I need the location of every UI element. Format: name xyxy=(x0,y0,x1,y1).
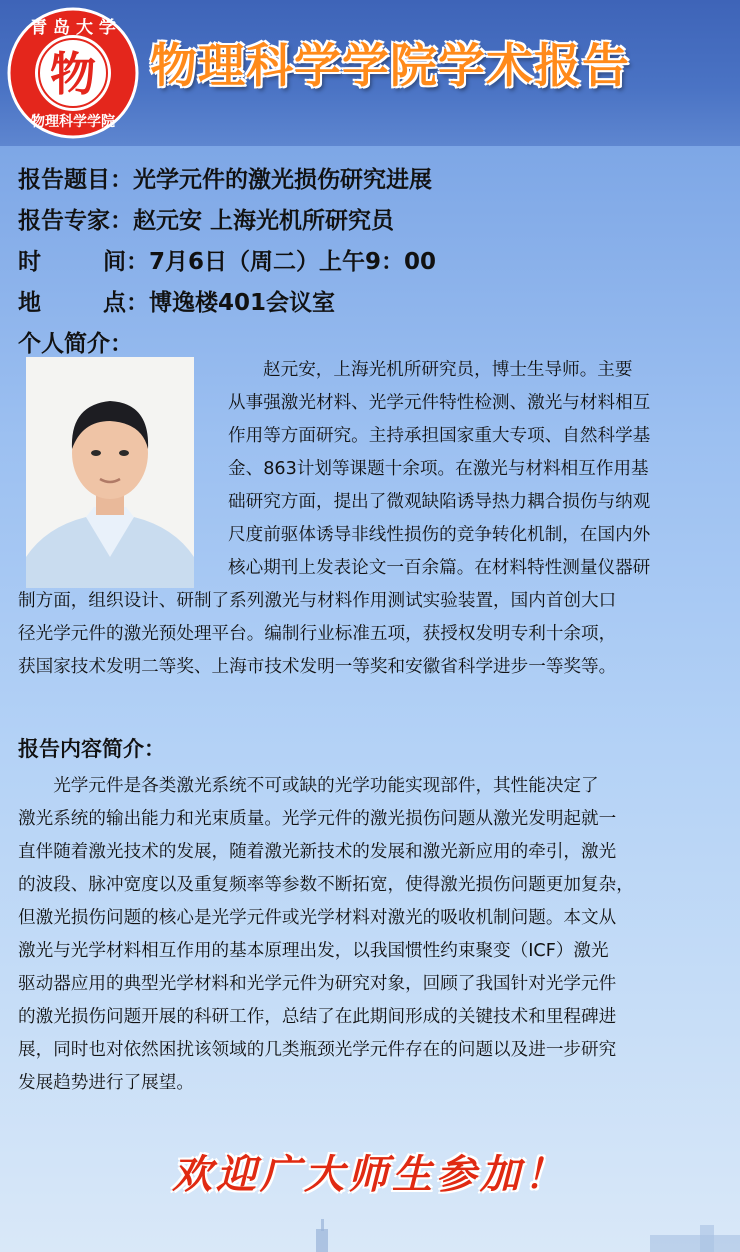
university-logo xyxy=(6,6,140,140)
svg-text:物理科学学院: 物理科学学院 xyxy=(31,114,115,130)
bio-line: 尺度前驱体诱导非线性损伤的竞争转化机制，在国内外 xyxy=(228,525,651,545)
bio-line: 础研究方面，提出了微观缺陷诱导热力耦合损伤与纳观 xyxy=(228,492,651,512)
report-info xyxy=(18,160,728,365)
bio-line: 制方面，组织设计、研制了系列激光与材料作用测试实验装置，国内首创大口 xyxy=(18,591,617,611)
bio-line: 金、863计划等课题十余项。在激光与材料相互作用基 xyxy=(228,459,649,479)
topic-label: 报告题目 xyxy=(18,167,110,193)
bio-line: 作用等方面研究。主持承担国家重大专项、自然科学基 xyxy=(228,426,651,446)
speaker-portrait-icon xyxy=(26,357,194,588)
content-heading: 报告内容简介： xyxy=(18,737,165,761)
topic-row xyxy=(18,160,728,201)
time-row xyxy=(18,242,728,283)
topic-value: 光学元件的激光损伤研究进展 xyxy=(133,167,432,193)
content-line: 的激光损伤问题开展的科研工作，总结了在此期间形成的关键技术和里程碑进 xyxy=(18,1007,617,1027)
bio-line: 赵元安，上海光机所研究员，博士生导师。主要 xyxy=(263,360,633,380)
bio-line: 从事强激光材料、光学元件特性检测、激光与材料相互 xyxy=(228,393,651,413)
speaker-row xyxy=(18,201,728,242)
separator: ： xyxy=(110,167,133,193)
speaker-photo xyxy=(26,357,194,588)
page-title: 物理科学学院学术报告 xyxy=(150,39,630,94)
header-banner xyxy=(0,0,740,146)
skyline-decoration xyxy=(0,1195,740,1252)
bio-line: 获国家技术发明二等奖、上海市技术发明一等奖和安徽省科学进步一等奖等。 xyxy=(18,657,617,677)
separator: ： xyxy=(110,208,133,234)
svg-text:青 岛 大 学: 青 岛 大 学 xyxy=(30,18,116,38)
content-summary xyxy=(18,770,734,1100)
bio-line: 核心期刊上发表论文一百余篇。在材料特性测量仪器研 xyxy=(228,558,651,578)
welcome-slogan: 欢迎广大师生参加！ xyxy=(172,1151,568,1198)
speaker-value: 赵元安 上海光机所研究员 xyxy=(133,208,395,234)
bio-heading: 个人简介： xyxy=(18,331,133,357)
logo-glyph: 物 xyxy=(50,47,96,101)
content-line: 激光与光学材料相互作用的基本原理出发，以我国惯性约束聚变（ICF）激光 xyxy=(18,941,609,961)
separator: ： xyxy=(126,249,149,275)
place-value: 博逸楼401会议室 xyxy=(149,290,336,316)
content-line: 激光系统的输出能力和光束质量。光学元件的激光损伤问题从激光发明起就一 xyxy=(18,809,617,829)
content-line: 的波段、脉冲宽度以及重复频率等参数不断拓宽，使得激光损伤问题更加复杂， xyxy=(18,875,634,895)
content-line: 驱动器应用的典型光学材料和光学元件为研究对象，回顾了我国针对光学元件 xyxy=(18,974,617,994)
place-label: 地 点 xyxy=(18,290,126,316)
content-line: 展，同时也对依然困扰该领域的几类瓶颈光学元件存在的问题以及进一步研究 xyxy=(18,1040,617,1060)
content-line: 发展趋势进行了展望。 xyxy=(18,1073,194,1093)
content-line: 光学元件是各类激光系统不可或缺的光学功能实现部件，其性能决定了 xyxy=(18,776,599,796)
speaker-label: 报告专家 xyxy=(18,208,110,234)
content-line: 直伴随着激光技术的发展，随着激光新技术的发展和激光新应用的牵引，激光 xyxy=(18,842,617,862)
bio-line: 径光学元件的激光预处理平台。编制行业标准五项，获授权发明专利十余项， xyxy=(18,624,617,644)
place-row xyxy=(18,283,728,324)
content-line: 但激光损伤问题的核心是光学元件或光学材料对激光的吸收机制问题。本文从 xyxy=(18,908,617,928)
time-value: 7月6日（周二）上午9：00 xyxy=(149,249,437,275)
separator: ： xyxy=(126,290,149,316)
time-label: 时 间 xyxy=(18,249,126,275)
